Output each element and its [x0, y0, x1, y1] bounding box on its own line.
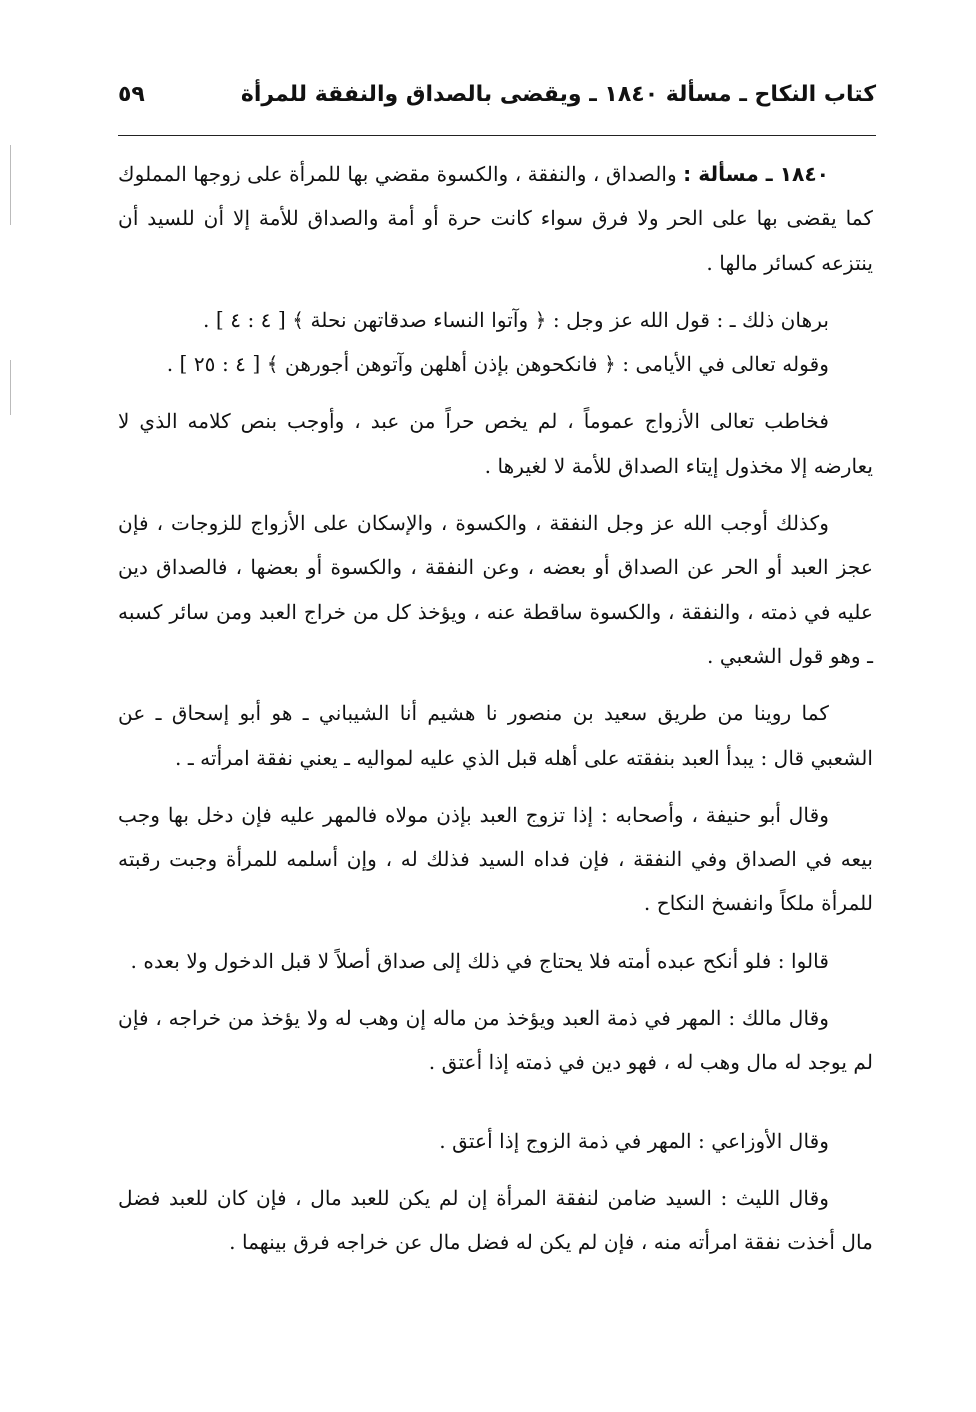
margin-scan-mark	[10, 360, 11, 415]
paragraph	[118, 298, 873, 342]
paragraph-text: فخاطب تعالى الأزواج عموماً ، لم يخص حراً من عبد ، وأوجب بنص كلامه الذي لا يعارضه إلا مخذول إيتاء الصداق للأمة لا لغيرها .	[118, 409, 873, 478]
paragraph-text: وقال الأوزاعي : المهر في ذمة الزوج إذا أعتق .	[439, 1128, 829, 1153]
paragraph	[118, 342, 873, 386]
paragraph-text: كما روينا من طريق سعيد بن منصور نا هشيم أنا الشيباني ـ هو أبو إسحاق ـ عن الشعبي قال : يبدأ العبد بنفقته على أهله قبل الذي عليه لمواليه ـ يعني نفقة امرأته ـ .	[118, 701, 873, 770]
paragraph-text: برهان ذلك ـ : قول الله عز وجل : ﴿ وآتوا النساء صدقاتهن نحلة ﴾ [ ٤ : ٤ ] .	[203, 307, 829, 332]
paragraph	[118, 1119, 873, 1163]
paragraph	[118, 793, 873, 926]
paragraph-text: وقال الليث : السيد ضامن لنفقة المرأة إن لم يكن للعبد مال ، فإن كان للعبد فضل مال أخذت نفقة امرأته منه ، فإن لم يكن له فضل مال عن خراجه فرق بينهما .	[118, 1185, 873, 1255]
header-rule	[118, 135, 876, 136]
running-header	[118, 82, 876, 122]
paragraph-text: والصداق ، والنفقة ، والكسوة مقضي بها للمرأة على زوجها المملوك كما يقضى بها على الحر ولا فرق سواء كانت حرة أو أمة والصداق للأمة إلا أن للسيد أن ينتزعه كسائر مالها .	[118, 162, 873, 275]
issue-number: ١٨٤٠ ـ مسألة :	[683, 162, 829, 186]
paragraph-text: قالوا : فلو أنكح عبده أمته فلا يحتاج في ذلك إلى صداق أصلاً لا قبل الدخول ولا بعده .	[130, 948, 829, 973]
paragraph	[118, 501, 873, 678]
paragraph	[118, 996, 873, 1085]
paragraph	[118, 939, 873, 983]
header-title: كتاب النكاح ـ مسألة ١٨٤٠ ـ ويقضى بالصداق والنفقة للمرأة	[240, 82, 876, 107]
margin-scan-mark	[10, 145, 11, 225]
paragraph-text: وقوله تعالى في الأيامى : ﴿ فانكحوهن بإذن أهلهن وآتوهن أجورهن ﴾ [ ٤ : ٢٥ ] .	[166, 352, 829, 377]
paragraph	[118, 399, 873, 488]
paragraph	[118, 1176, 873, 1265]
paragraph	[118, 152, 873, 285]
paragraph-text: وقال مالك : المهر في ذمة العبد ويؤخذ من ماله إن وهب له ولا يؤخذ من خراجه ، فإن لم يوجد له مال وهب له ، فهو دين في ذمته إذا أعتق .	[118, 1006, 873, 1075]
paragraph	[118, 691, 873, 780]
paragraph-text: وقال أبو حنيفة ، وأصحابه : إذا تزوج العبد بإذن مولاه فالمهر عليه فإن دخل بها وجب بيعه في الصداق وفي النفقة ، فإن فداه السيد فذلك له ، وإن أسلمه للمرأة وجبت رقبته للمرأة ملكاً وانفسخ النكاح .	[118, 802, 873, 916]
paragraph-text: وكذلك أوجب الله عز وجل النفقة ، والكسوة ، والإسكان على الأزواج للزوجات ، فإن عجز العبد أو الحر عن الصداق أو بعضه ، وعن النفقة ، والكسوة أو بعضها ، فالصداق دين عليه في ذمته ، والنفقة ، والكسوة ساقطة عنه ، ويؤخذ كل من خراج العبد ومن سائر كسبه ـ وهو قول الشعبي .	[118, 511, 873, 668]
body-text	[118, 152, 873, 1265]
page-number: ٥٩	[118, 82, 145, 107]
